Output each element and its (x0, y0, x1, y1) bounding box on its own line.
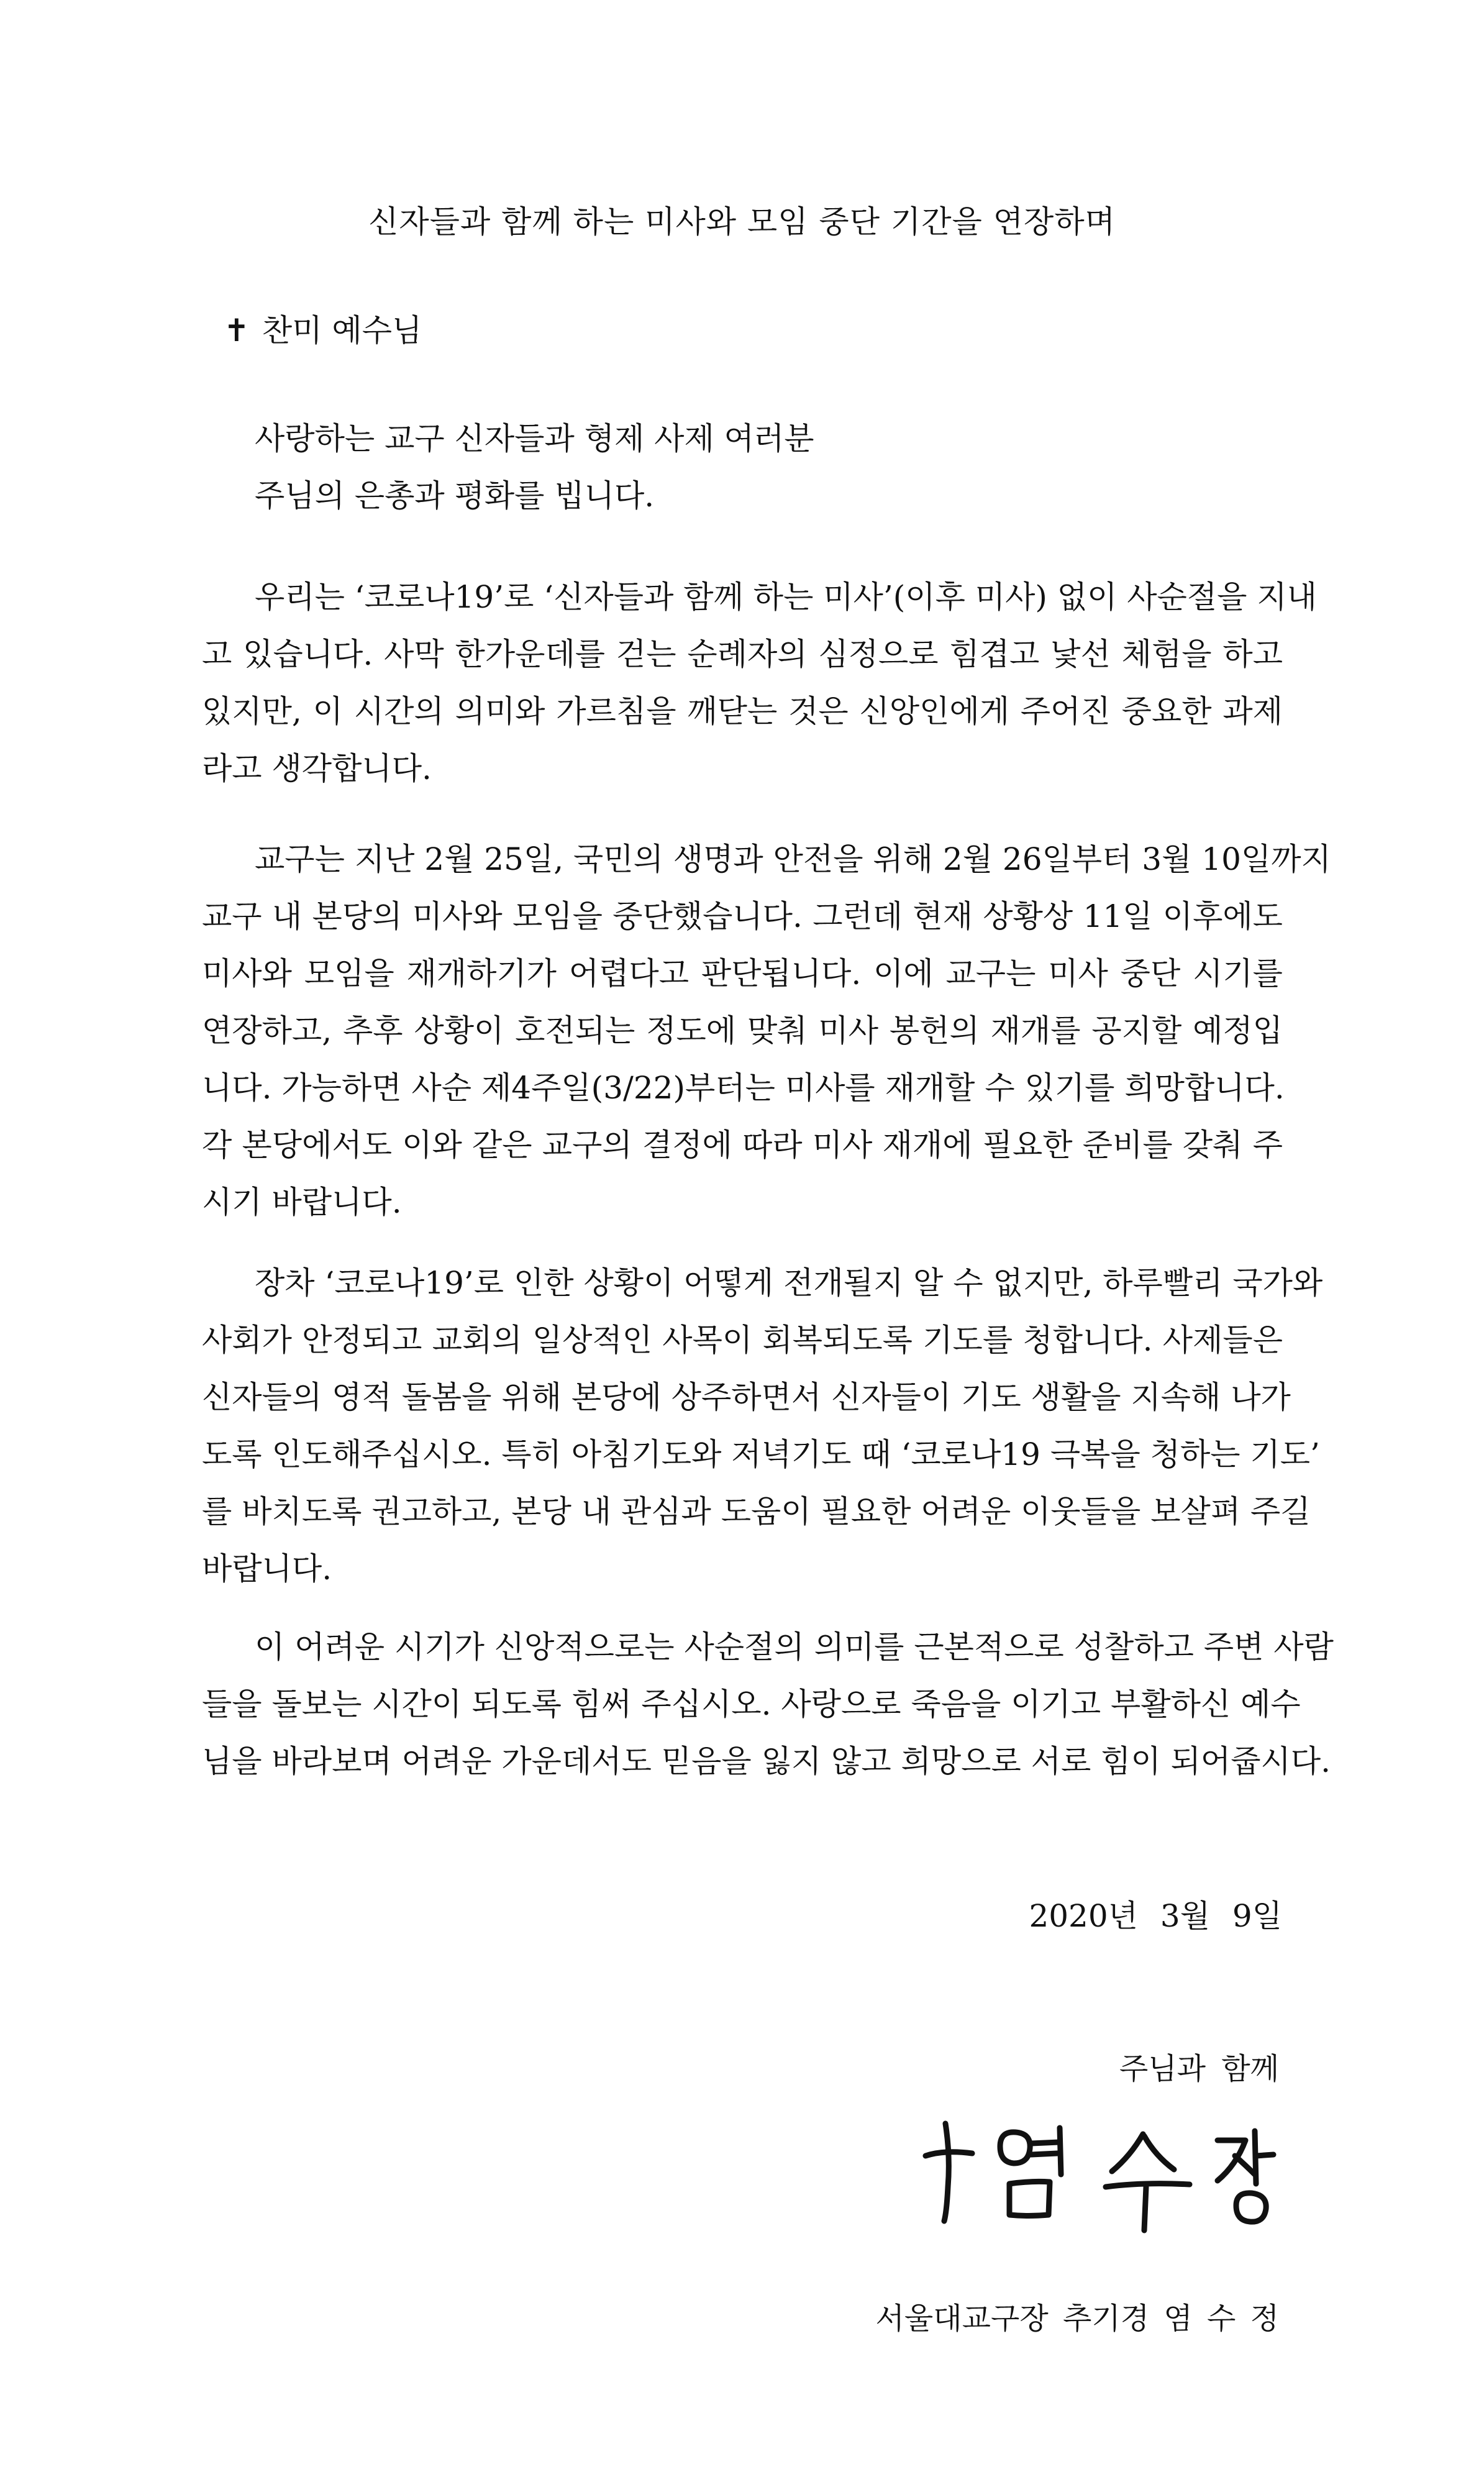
paragraph-line: 교구 내 본당의 미사와 모임을 중단했습니다. 그런데 현재 상황상 11일 이후에도 (202, 898, 1283, 934)
greeting (255, 410, 1280, 524)
paragraph-line: 바랍니다. (202, 1551, 332, 1587)
paragraph-4 (202, 1618, 1334, 1790)
cross-icon: ✝ (224, 313, 250, 349)
letter-title: 신자들과 함께 하는 미사와 모임 중단 기간을 연장하며 (368, 204, 1116, 240)
greeting-line: 주님의 은총과 평화를 빕니다. (255, 478, 655, 514)
paragraph-1 (202, 568, 1317, 797)
handwritten-signature (907, 2112, 1292, 2243)
paragraph-line: 시기 바랍니다. (202, 1184, 402, 1220)
praise-line (224, 309, 422, 352)
paragraph-line: 연장하고, 추후 상황이 호전되는 정도에 맞춰 미사 봉헌의 재개를 공지할 예정입 (202, 1013, 1283, 1049)
paragraph-line: 이 어려운 시기가 신앙적으로는 사순절의 의미를 근본적으로 성찰하고 주변 사람 (255, 1629, 1334, 1665)
paragraph-line: 도록 인도해주십시오. 특히 아침기도와 저녁기도 때 ‘코로나19 극복을 청하는 기도’ (202, 1436, 1320, 1472)
paragraph-line: 들을 돌보는 시간이 되도록 힘써 주십시오. 사랑으로 죽음을 이기고 부활하신 예수 (202, 1686, 1301, 1722)
paragraph-2 (202, 831, 1331, 1231)
paragraph-line: 신자들의 영적 돌봄을 위해 본당에 상주하면서 신자들이 기도 생활을 지속해 나가 (202, 1379, 1291, 1415)
paragraph-line: 사회가 안정되고 교회의 일상적인 사목이 회복되도록 기도를 청합니다. 사제들은 (202, 1322, 1283, 1358)
greeting-line: 사랑하는 교구 신자들과 형제 사제 여러분 (255, 421, 814, 457)
paragraph-line: 를 바치도록 권고하고, 본당 내 관심과 도움이 필요한 어려운 이웃들을 보살펴 주길 (202, 1494, 1311, 1530)
paragraph-line: 라고 생각합니다. (202, 751, 432, 787)
paragraph-line: 니다. 가능하면 사순 제4주일(3/22)부터는 미사를 재개할 수 있기를 희망합니다. (202, 1070, 1285, 1106)
signer-name: 서울대교구장 추기경 염 수 정 (875, 2301, 1279, 2336)
paragraph-line: 님을 바라보며 어려운 가운데서도 믿음을 잃지 않고 희망으로 서로 힘이 되어줍시다. (202, 1743, 1331, 1779)
closing-phrase: 주님과 함께 (1119, 2051, 1279, 2086)
paragraph-line: 고 있습니다. 사막 한가운데를 걷는 순례자의 심정으로 힘겹고 낯선 체험을 하고 (202, 636, 1283, 672)
praise-text: 찬미 예수님 (262, 313, 422, 349)
letter-date: 2020년 3월 9일 (1029, 1898, 1282, 1934)
paragraph-3 (202, 1254, 1323, 1597)
paragraph-line: 있지만, 이 시간의 의미와 가르침을 깨닫는 것은 신앙인에게 주어진 중요한 과제 (202, 693, 1283, 729)
paragraph-line: 장차 ‘코로나19’로 인한 상황이 어떻게 전개될지 알 수 없지만, 하루빨리 국가와 (255, 1265, 1323, 1301)
paragraph-line: 교구는 지난 2월 25일, 국민의 생명과 안전을 위해 2월 26일부터 3월 10일까지 (255, 841, 1331, 877)
paragraph-line: 우리는 ‘코로나19’로 ‘신자들과 함께 하는 미사’(이후 미사) 없이 사순절을 지내 (255, 579, 1317, 615)
paragraph-line: 각 본당에서도 이와 같은 교구의 결정에 따라 미사 재개에 필요한 준비를 갖춰 주 (202, 1127, 1283, 1163)
paragraph-line: 미사와 모임을 재개하기가 어렵다고 판단됩니다. 이에 교구는 미사 중단 시기를 (202, 956, 1283, 992)
